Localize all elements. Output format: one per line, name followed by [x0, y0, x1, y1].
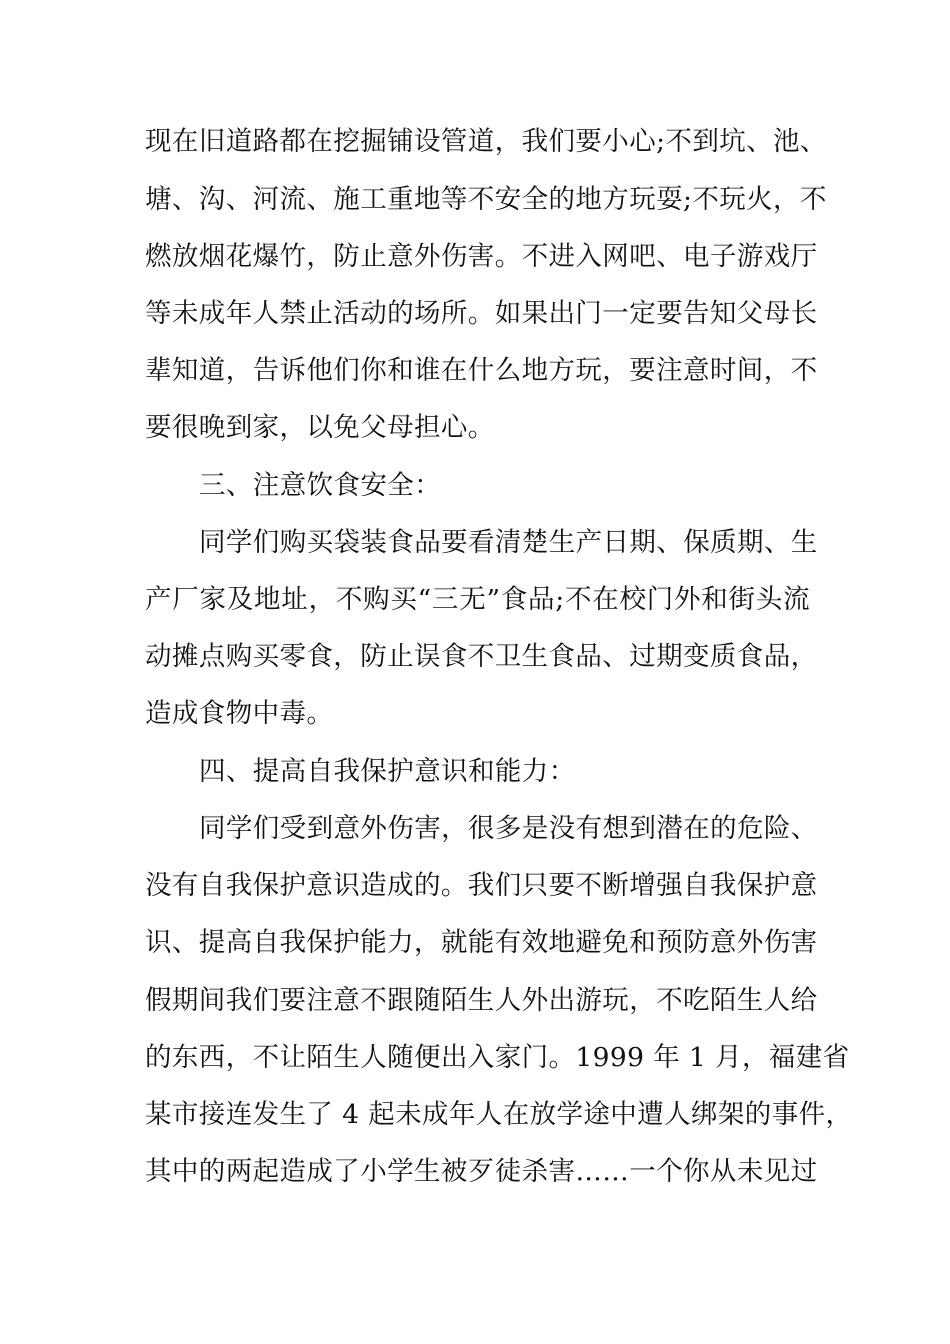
text-line: 识、提高自我保护能力，就能有效地避免和预防意外伤害	[145, 927, 818, 958]
text-line: 现在旧道路都在挖掘铺设管道，我们要小心;不到坑、池、	[145, 126, 827, 157]
text-line: 塘、沟、河流、施工重地等不安全的地方玩耍;不玩火，不	[145, 184, 827, 215]
text-line: 造成食物中毒。	[145, 698, 334, 729]
text-line: 同学们受到意外伤害，很多是没有想到潜在的危险、	[199, 813, 818, 844]
text-line: 产厂家及地址，不购买“三无”食品;不在校门外和街头流	[145, 584, 810, 615]
text-line: 燃放烟花爆竹，防止意外伤害。不进入网吧、电子游戏厅	[145, 241, 818, 272]
text-line: 其中的两起造成了小学生被歹徒杀害……一个你从未见过	[145, 1156, 818, 1187]
text-line: 的东西，不让陌生人随便出入家门。1999 年 1 月，福建省	[145, 1042, 850, 1073]
text-line: 没有自我保护意识造成的。我们只要不断增强自我保护意	[145, 870, 818, 901]
text-line: 动摊点购买零食，防止误食不卫生食品、过期变质食品，	[145, 641, 818, 672]
section-heading: 三、注意饮食安全：	[199, 470, 442, 501]
text-line: 要很晚到家，以免父母担心。	[145, 412, 495, 443]
text-line: 等未成年人禁止活动的场所。如果出门一定要告知父母长	[145, 298, 818, 329]
text-line: 假期间我们要注意不跟随陌生人外出游玩，不吃陌生人给	[145, 985, 818, 1016]
text-line: 某市接连发生了 4 起未成年人在放学途中遭人绑架的事件，	[145, 1099, 853, 1130]
text-line: 辈知道，告诉他们你和谁在什么地方玩，要注意时间，不	[145, 355, 818, 386]
section-heading: 四、提高自我保护意识和能力：	[199, 756, 576, 787]
text-line: 同学们购买袋装食品要看清楚生产日期、保质期、生	[199, 527, 818, 558]
